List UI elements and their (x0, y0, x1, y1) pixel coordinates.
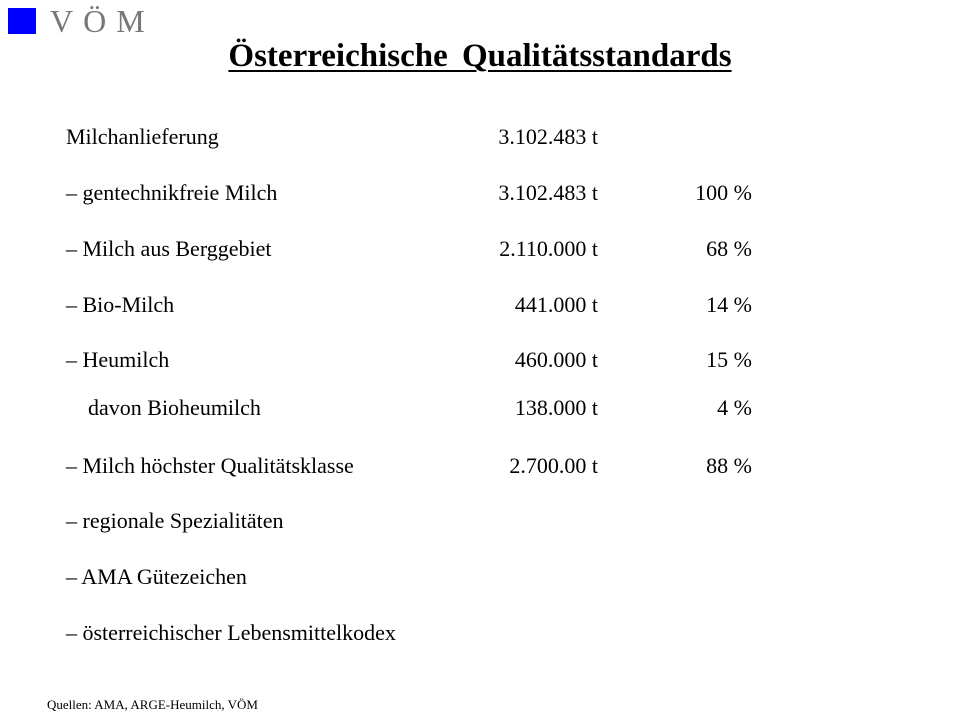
row-label: – Heumilch (66, 347, 170, 372)
row-label: – AMA Gütezeichen (66, 564, 247, 589)
row-label: davon Bioheumilch (88, 395, 261, 420)
table-row-milchanlieferung (0, 122, 960, 152)
table-row-gentechnikfrei (0, 178, 960, 208)
row-percent: 14 % (706, 292, 752, 317)
table-row-lebensmittelkodex (0, 618, 960, 648)
row-percent: 4 % (717, 395, 752, 420)
row-amount: 2.700.00 t (509, 453, 598, 478)
table-row-heumilch (0, 345, 960, 375)
logo-text: VÖM (50, 3, 155, 39)
row-label: – österreichischer Lebensmittelkodex (66, 620, 396, 645)
brand-logo (8, 3, 155, 39)
table-row-berggebiet (0, 234, 960, 264)
table-row-ama-guetezeichen (0, 562, 960, 592)
row-amount: 460.000 t (514, 347, 598, 372)
row-label: – Milch höchster Qualitätsklasse (66, 453, 354, 478)
logo-square-icon (8, 8, 36, 34)
row-percent: 88 % (706, 453, 752, 478)
row-amount: 138.000 t (514, 395, 598, 420)
row-percent: 68 % (706, 236, 752, 261)
row-percent: 15 % (706, 347, 752, 372)
row-amount: 441.000 t (514, 292, 598, 317)
page-title: Österreichische Qualitätsstandards (228, 38, 732, 74)
table-row-bio-milch (0, 290, 960, 320)
row-amount: 3.102.483 t (498, 124, 598, 149)
row-percent: 100 % (695, 180, 752, 205)
row-label: – Bio-Milch (66, 292, 175, 317)
row-label: Milchanlieferung (66, 124, 219, 149)
table-row-bioheumilch (0, 393, 960, 423)
row-amount: 3.102.483 t (498, 180, 598, 205)
row-label: – regionale Spezialitäten (66, 508, 284, 533)
table-row-qualitaetsklasse (0, 451, 960, 481)
source-note: Quellen: AMA, ARGE-Heumilch, VÖM (47, 697, 258, 712)
row-amount: 2.110.000 t (499, 236, 598, 261)
row-label: – gentechnikfreie Milch (66, 180, 278, 205)
row-label: – Milch aus Berggebiet (66, 236, 272, 261)
table-row-regionale-spezialitaeten (0, 506, 960, 536)
